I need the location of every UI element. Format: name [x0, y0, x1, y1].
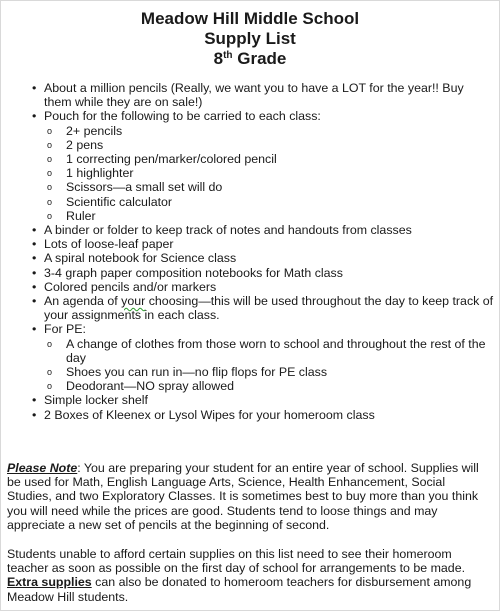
school-name: Meadow Hill Middle School [140, 9, 360, 28]
sub-list-item [32, 166, 494, 180]
grade-number: 8 [213, 49, 224, 68]
list-item-text: Pouch for the following to be carried to each class: [44, 109, 321, 124]
list-item-text: About a million pencils (Really, we want you to have a LOT for the year!! Buy them while they are on sale!) [44, 81, 464, 110]
sub-list-item-text: Scissors—a small set will do [66, 180, 223, 195]
list-item-text-start: An agenda of [44, 294, 122, 309]
sub-list-item [32, 209, 494, 223]
list-item-text: A binder or folder to keep track of notes and handouts from classes [44, 223, 412, 238]
bullet-icon: • [32, 265, 37, 280]
list-item-text: 2 Boxes of Kleenex or Lysol Wipes for your homeroom class [44, 407, 375, 422]
please-note-label: Please Note [7, 461, 78, 475]
sub-list-item-text: 2+ pencils [66, 123, 123, 138]
sub-list-item-text: 1 correcting pen/marker/colored pencil [66, 152, 277, 167]
extra-supplies-label: Extra supplies [7, 575, 92, 590]
sub-bullet-icon: o [47, 125, 53, 136]
sub-list-item [32, 180, 494, 194]
list-item-text: Colored pencils and/or markers [44, 279, 217, 294]
bullet-icon: • [32, 279, 37, 294]
grade-heading [1, 49, 499, 69]
extra-supplies-text: can also be donated to homeroom teachers for disbursement among Meadow Hill students. [7, 575, 472, 604]
sub-list-item [32, 365, 494, 379]
list-item [32, 408, 494, 422]
bullet-icon: • [32, 322, 37, 337]
sub-list-item [32, 124, 494, 138]
sub-list-item [32, 152, 494, 166]
assistance-paragraph [7, 547, 491, 604]
sub-list-item-text: A change of clothes from those worn to school and throughout the rest of the day [66, 336, 486, 365]
document-title: Supply List [204, 29, 296, 48]
bullet-icon: • [32, 237, 37, 252]
bullet-icon: • [32, 407, 37, 422]
list-item-text-end: choosing—this will be used throughout the day to keep track of your assignments in each class. [44, 294, 494, 323]
list-item [32, 223, 494, 237]
list-item [32, 294, 494, 322]
sub-bullet-icon: o [47, 154, 53, 165]
list-item [32, 251, 494, 265]
list-item-text: Simple locker shelf [44, 393, 148, 408]
sub-bullet-icon: o [47, 381, 53, 392]
sub-bullet-icon: o [47, 338, 53, 349]
sub-bullet-icon: o [47, 210, 53, 221]
list-item [32, 266, 494, 280]
sub-list-item-text: 2 pens [66, 137, 104, 152]
list-item [32, 393, 494, 407]
sub-list-item-text: Ruler [66, 208, 96, 223]
sub-list-item [32, 337, 494, 365]
sub-bullet-icon: o [47, 196, 53, 207]
grammar-flagged-word: your [121, 294, 146, 309]
list-item [32, 81, 494, 109]
bullet-icon: • [32, 251, 37, 266]
list-item-text: A spiral notebook for Science class [44, 251, 237, 266]
list-item [32, 280, 494, 294]
sub-list-item [32, 195, 494, 209]
please-note-text: : You are preparing your student for an entire year of school. Supplies will be used for Math, English Language Arts, Science, Health Enhancement, Social Studies, and two Exploratory Classes. It is sometimes best to buy more than you think you will need while the prices are good. Students tend to loose things and may appreciate a new set of pencils at the beginning of second. [7, 461, 479, 532]
grade-word: Grade [237, 49, 287, 68]
bullet-icon: • [32, 81, 37, 95]
sub-list-item-text: Shoes you can run in—no flip flops for PE class [66, 365, 328, 380]
list-item-text: For PE: [44, 322, 86, 337]
list-item-text: Lots of loose-leaf paper [44, 237, 174, 252]
sub-list-item [32, 138, 494, 152]
sub-bullet-icon: o [47, 367, 53, 378]
list-item [32, 322, 494, 336]
sub-bullet-icon: o [47, 168, 53, 179]
bullet-icon: • [32, 109, 37, 124]
bullet-icon: • [32, 294, 37, 309]
sub-list-item-text: Scientific calculator [66, 194, 173, 209]
sub-list-item-text: 1 highlighter [66, 166, 134, 181]
sub-list-item-text: Deodorant—NO spray allowed [66, 379, 235, 394]
assistance-text: Students unable to afford certain supplies on this list need to see their homeroom teacher as soon as possible on the first day of school for arrangements to be made. [7, 547, 466, 576]
list-item [32, 237, 494, 251]
bullet-icon: • [32, 393, 37, 408]
sub-bullet-icon: o [47, 139, 53, 150]
document-header [1, 9, 499, 69]
supply-list [32, 81, 494, 422]
bullet-icon: • [32, 223, 37, 238]
list-item [32, 109, 494, 123]
sub-bullet-icon: o [47, 182, 53, 193]
grade-suffix: th [223, 50, 233, 61]
please-note-paragraph [7, 461, 491, 532]
list-item-text: 3-4 graph paper composition notebooks for Math class [44, 265, 343, 280]
sub-list-item [32, 379, 494, 393]
